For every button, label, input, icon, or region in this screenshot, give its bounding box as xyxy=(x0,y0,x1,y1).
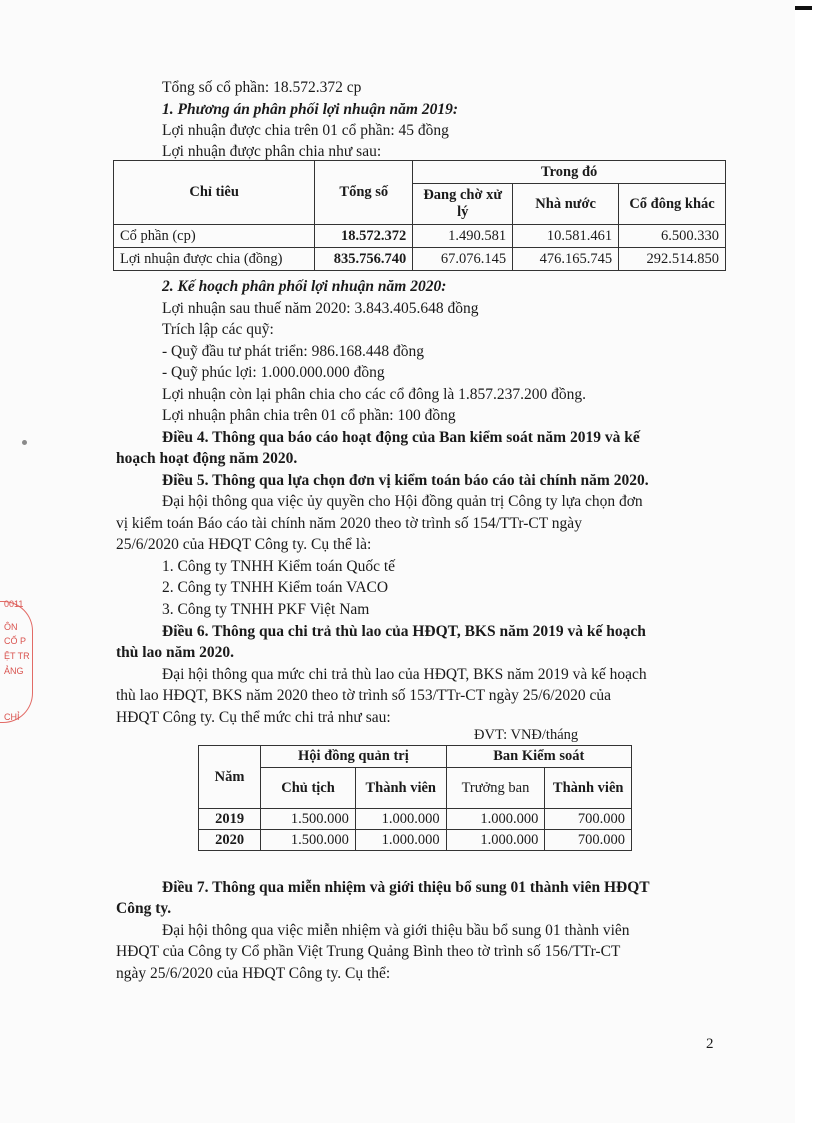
header-head: Trưởng ban xyxy=(446,768,545,809)
seal-arc xyxy=(0,601,33,723)
row-pending: 67.076.145 xyxy=(413,248,513,271)
article-7-text: ngày 25/6/2020 của HĐQT Công ty. Cụ thể: xyxy=(116,965,391,982)
article-7-text: Đại hội thông qua việc miễn nhiệm và giới thiệu bầu bổ sung 01 thành viên xyxy=(162,922,630,939)
investment-fund-line: - Quỹ đầu tư phát triển: 986.168.448 đồng xyxy=(162,343,424,360)
table-row xyxy=(199,809,632,830)
seal-text: ỆT TR xyxy=(4,651,30,661)
corner-mark xyxy=(795,6,812,10)
total-shares-line: Tổng số cổ phần: 18.572.372 cp xyxy=(162,79,362,96)
section-heading-2: 2. Kế hoạch phân phối lợi nhuận năm 2020: xyxy=(162,278,447,295)
row-pending: 1.490.581 xyxy=(413,225,513,248)
article-5-heading: Điều 5. Thông qua lựa chọn đơn vị kiểm toán báo cáo tài chính năm 2020. xyxy=(162,472,649,489)
scan-margin xyxy=(795,0,816,1123)
profit-per-share-line: Lợi nhuận được chia trên 01 cổ phần: 45 đồng xyxy=(162,122,449,139)
profit-after-tax-line: Lợi nhuận sau thuế năm 2020: 3.843.405.648 đồng xyxy=(162,300,479,317)
table-row xyxy=(114,225,726,248)
row-member-bks: 700.000 xyxy=(545,830,632,851)
article-7-heading: Điều 7. Thông qua miễn nhiệm và giới thiệu bổ sung 01 thành viên HĐQT xyxy=(162,879,650,896)
article-4-heading-cont: hoạch hoạt động năm 2020. xyxy=(116,450,298,467)
header-criteria: Chỉ tiêu xyxy=(114,161,315,225)
seal-text: CHỈ xyxy=(4,712,20,722)
profit-split-intro: Lợi nhuận được phân chia như sau: xyxy=(162,143,382,160)
row-chair: 1.500.000 xyxy=(261,830,356,851)
row-member: 1.000.000 xyxy=(355,809,446,830)
funds-line: Trích lập các quỹ: xyxy=(162,321,274,338)
remaining-profit-line: Lợi nhuận còn lại phân chia cho các cổ đông là 1.857.237.200 đồng. xyxy=(162,386,587,403)
header-member-bks: Thành viên xyxy=(545,768,632,809)
row-head: 1.000.000 xyxy=(446,809,545,830)
header-among: Trong đó xyxy=(413,161,726,184)
unit-note: ĐVT: VNĐ/tháng xyxy=(474,727,579,743)
article-6-heading-cont: thù lao năm 2020. xyxy=(116,644,234,661)
row-head: 1.000.000 xyxy=(446,830,545,851)
seal-text: ÔN xyxy=(4,622,18,632)
article-4-heading: Điều 4. Thông qua báo cáo hoạt động của Ban kiểm soát năm 2019 và kế xyxy=(162,429,640,446)
header-pending: Đang chờ xử lý xyxy=(413,184,513,225)
header-year: Năm xyxy=(199,746,261,809)
header-other-shareholders: Cổ đông khác xyxy=(619,184,726,225)
header-total: Tổng số xyxy=(315,161,413,225)
header-control-board: Ban Kiểm soát xyxy=(446,746,631,768)
row-year: 2020 xyxy=(199,830,261,851)
auditor-option: 1. Công ty TNHH Kiểm toán Quốc tế xyxy=(162,558,396,575)
row-member: 1.000.000 xyxy=(355,830,446,851)
red-seal-stamp xyxy=(0,595,36,730)
header-chair: Chủ tịch xyxy=(261,768,356,809)
seal-text: CỐ P xyxy=(4,636,27,646)
row-state: 10.581.461 xyxy=(513,225,619,248)
article-6-heading: Điều 6. Thông qua chi trả thù lao của HĐQT, BKS năm 2019 và kế hoạch xyxy=(162,623,646,640)
article-6-text: HĐQT Công ty. Cụ thể mức chi trả như sau: xyxy=(116,709,391,726)
seal-text: ẢNG xyxy=(4,666,24,676)
row-other: 6.500.330 xyxy=(619,225,726,248)
profit-distribution-table xyxy=(113,160,726,271)
article-5-text: vị kiểm toán Báo cáo tài chính năm 2020 theo tờ trình số 154/TTr-CT ngày xyxy=(116,515,582,532)
auditor-option: 3. Công ty TNHH PKF Việt Nam xyxy=(162,601,370,618)
row-chair: 1.500.000 xyxy=(261,809,356,830)
article-7-heading-cont: Công ty. xyxy=(116,900,172,917)
auditor-option: 2. Công ty TNHH Kiểm toán VACO xyxy=(162,579,389,596)
page-number: 2 xyxy=(706,1036,714,1052)
row-year: 2019 xyxy=(199,809,261,830)
table-row xyxy=(114,248,726,271)
profit-per-share-2020-line: Lợi nhuận phân chia trên 01 cổ phần: 100 đồng xyxy=(162,407,456,424)
welfare-fund-line: - Quỹ phúc lợi: 1.000.000.000 đồng xyxy=(162,364,385,381)
section-heading-1: 1. Phương án phân phối lợi nhuận năm 2019: xyxy=(162,101,458,118)
remuneration-table xyxy=(198,745,632,851)
punch-dot xyxy=(22,440,27,445)
article-6-text: thù lao HĐQT, BKS năm 2020 theo tờ trình số 153/TTr-CT ngày 25/6/2020 của xyxy=(116,687,611,704)
row-state: 476.165.745 xyxy=(513,248,619,271)
row-total: 18.572.372 xyxy=(315,225,413,248)
table-row xyxy=(199,830,632,851)
row-label: Cổ phần (cp) xyxy=(114,225,315,248)
row-label: Lợi nhuận được chia (đồng) xyxy=(114,248,315,271)
header-board: Hội đồng quản trị xyxy=(261,746,446,768)
seal-text: 0011 xyxy=(4,599,24,609)
article-5-text: 25/6/2020 của HĐQT Công ty. Cụ thể là: xyxy=(116,536,372,553)
header-state: Nhà nước xyxy=(513,184,619,225)
article-5-text: Đại hội thông qua việc ủy quyền cho Hội đồng quản trị Công ty lựa chọn đơn xyxy=(162,493,643,510)
row-total: 835.756.740 xyxy=(315,248,413,271)
row-other: 292.514.850 xyxy=(619,248,726,271)
header-member: Thành viên xyxy=(355,768,446,809)
row-member-bks: 700.000 xyxy=(545,809,632,830)
article-6-text: Đại hội thông qua mức chi trả thù lao của HĐQT, BKS năm 2019 và kế hoạch xyxy=(162,666,647,683)
article-7-text: HĐQT của Công ty Cổ phần Việt Trung Quảng Bình theo tờ trình số 156/TTr-CT xyxy=(116,943,621,960)
